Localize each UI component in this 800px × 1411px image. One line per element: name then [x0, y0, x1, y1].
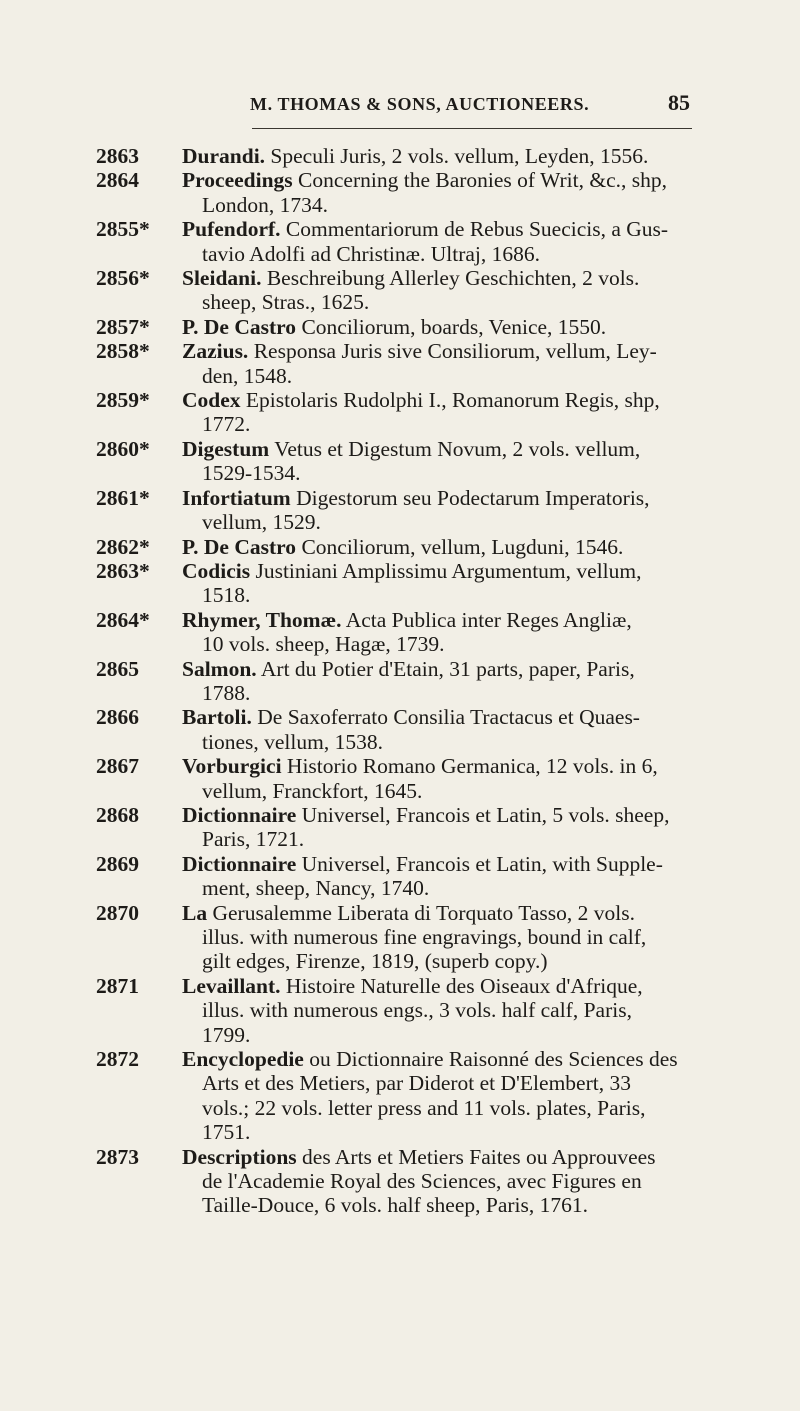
- description-continuation-line: [182, 1120, 686, 1144]
- description-first-line: [182, 315, 686, 339]
- lot-text: ment, sheep, Nancy, 1740.: [202, 876, 430, 901]
- lot-text: Vetus et Digestum Novum, 2 vols. vellum,: [274, 436, 641, 461]
- lot-text: vellum, 1529.: [202, 510, 321, 535]
- lot-text: Responsa Juris sive Consiliorum, vellum, Ley-: [253, 339, 657, 364]
- lot-author: Dictionnaire: [182, 851, 297, 876]
- description-continuation-line: [182, 827, 686, 851]
- lot-description: [182, 168, 686, 217]
- page-number: 85: [668, 90, 690, 115]
- lot-author: Descriptions: [182, 1144, 297, 1169]
- lot-text: Conciliorum, vellum, Lugduni, 1546.: [301, 534, 624, 559]
- lot-author: P. De Castro: [182, 534, 297, 559]
- lot-text: tavio Adolfi ad Christinæ. Ultraj, 1686.: [202, 241, 541, 266]
- description-continuation-line: [182, 364, 686, 388]
- lot-text: 1751.: [202, 1120, 251, 1145]
- lot-text: 1529-1534.: [202, 461, 301, 486]
- lot-author: Proceedings: [182, 168, 293, 193]
- lot-number: 2864*: [96, 607, 150, 632]
- description-first-line: [182, 852, 686, 876]
- lot-text: Commentariorum de Rebus Suecicis, a Gus-: [285, 217, 669, 242]
- lot-entry: [0, 1047, 800, 1145]
- lot-text: Epistolaris Rudolphi I., Romanorum Regis, shp,: [245, 388, 660, 413]
- lot-text: den, 1548.: [202, 363, 293, 388]
- lot-entry: [0, 168, 800, 217]
- description-first-line: [182, 144, 686, 168]
- lot-number: 2871: [96, 973, 139, 998]
- description-continuation-line: [182, 412, 686, 436]
- description-first-line: [182, 339, 686, 363]
- lot-text: Arts et des Metiers, par Diderot et D'Elembert, 33: [202, 1071, 631, 1096]
- description-continuation-line: [182, 193, 686, 217]
- lot-number: 2864: [96, 168, 139, 193]
- lot-author: Durandi.: [182, 144, 266, 168]
- description-continuation-line: [182, 876, 686, 900]
- lot-entry: [0, 266, 800, 315]
- lot-number: 2868: [96, 802, 139, 827]
- description-first-line: [182, 803, 686, 827]
- lot-description: [182, 803, 686, 852]
- lot-number: 2863: [96, 144, 139, 168]
- description-continuation-line: [182, 632, 686, 656]
- description-first-line: [182, 168, 686, 192]
- lot-number: 2859*: [96, 388, 150, 413]
- lot-list: [0, 144, 800, 1218]
- description-first-line: [182, 388, 686, 412]
- lot-author: Dictionnaire: [182, 802, 297, 827]
- lot-author: Pufendorf.: [182, 217, 281, 242]
- lot-text: 10 vols. sheep, Hagæ, 1739.: [202, 632, 445, 657]
- header-rule: [252, 128, 692, 129]
- lot-author: Codicis: [182, 558, 251, 583]
- lot-text: Universel, Francois et Latin, 5 vols. sheep,: [301, 802, 670, 827]
- lot-text: Speculi Juris, 2 vols. vellum, Leyden, 1556.: [270, 144, 649, 168]
- lot-entry: [0, 535, 800, 559]
- lot-description: [182, 705, 686, 754]
- lot-entry: [0, 705, 800, 754]
- lot-text: des Arts et Metiers Faites ou Approuvees: [302, 1144, 656, 1169]
- lot-text: Justiniani Amplissimu Argumentum, vellum,: [255, 558, 642, 583]
- lot-text: Gerusalemme Liberata di Torquato Tasso, 2 vols.: [212, 900, 635, 925]
- description-continuation-line: [182, 925, 686, 949]
- description-first-line: [182, 608, 686, 632]
- description-continuation-line: [182, 779, 686, 803]
- lot-entry: [0, 144, 800, 168]
- lot-description: [182, 437, 686, 486]
- lot-number: 2865: [96, 656, 139, 681]
- lot-description: [182, 1145, 686, 1218]
- lot-entry: [0, 754, 800, 803]
- description-continuation-line: [182, 461, 686, 485]
- lot-entry: [0, 974, 800, 1047]
- lot-author: Salmon.: [182, 656, 257, 681]
- lot-author: Encyclopedie: [182, 1047, 304, 1072]
- lot-entry: [0, 388, 800, 437]
- lot-number: 2858*: [96, 339, 150, 364]
- lot-description: [182, 339, 686, 388]
- page-header: [250, 90, 690, 120]
- lot-description: [182, 559, 686, 608]
- description-continuation-line: [182, 681, 686, 705]
- lot-text: Paris, 1721.: [202, 827, 305, 852]
- lot-number: 2856*: [96, 266, 150, 291]
- description-first-line: [182, 217, 686, 241]
- description-continuation-line: [182, 998, 686, 1022]
- lot-text: 1518.: [202, 583, 251, 608]
- lot-text: Acta Publica inter Reges Angliæ,: [345, 607, 632, 632]
- lot-entry: [0, 339, 800, 388]
- lot-text: illus. with numerous fine engravings, bound in calf,: [202, 925, 647, 949]
- lot-text: Beschreibung Allerley Geschichten, 2 vols.: [266, 266, 640, 291]
- lot-number: 2867: [96, 754, 139, 779]
- lot-number: 2862*: [96, 534, 150, 559]
- lot-entry: [0, 901, 800, 974]
- lot-text: 1788.: [202, 680, 251, 705]
- lot-author: P. De Castro: [182, 314, 297, 339]
- lot-text: De Saxoferrato Consilia Tractacus et Quaes-: [257, 705, 640, 730]
- lot-author: Levaillant.: [182, 973, 281, 998]
- lot-author: Vorburgici: [182, 754, 282, 779]
- lot-description: [182, 974, 686, 1047]
- lot-text: Conciliorum, boards, Venice, 1550.: [301, 314, 607, 339]
- lot-text: London, 1734.: [202, 192, 329, 217]
- description-first-line: [182, 559, 686, 583]
- description-first-line: [182, 486, 686, 510]
- lot-text: Art du Potier d'Etain, 31 parts, paper, Paris,: [260, 656, 635, 681]
- description-continuation-line: [182, 242, 686, 266]
- lot-author: Digestum: [182, 436, 270, 461]
- lot-text: de l'Academie Royal des Sciences, avec Figures en: [202, 1169, 642, 1194]
- lot-description: [182, 1047, 686, 1145]
- lot-description: [182, 608, 686, 657]
- lot-entry: [0, 486, 800, 535]
- lot-number: 2863*: [96, 558, 150, 583]
- lot-text: sheep, Stras., 1625.: [202, 290, 370, 315]
- description-continuation-line: [182, 1071, 686, 1095]
- lot-text: vellum, Franckfort, 1645.: [202, 778, 423, 803]
- description-first-line: [182, 901, 686, 925]
- description-continuation-line: [182, 1169, 686, 1193]
- lot-author: Rhymer, Thomæ.: [182, 607, 342, 632]
- description-first-line: [182, 974, 686, 998]
- lot-number: 2869: [96, 851, 139, 876]
- description-first-line: [182, 266, 686, 290]
- description-first-line: [182, 754, 686, 778]
- description-first-line: [182, 705, 686, 729]
- lot-author: Bartoli.: [182, 705, 252, 730]
- lot-description: [182, 901, 686, 974]
- description-continuation-line: [182, 1193, 686, 1217]
- description-first-line: [182, 437, 686, 461]
- lot-entry: [0, 1145, 800, 1218]
- lot-description: [182, 852, 686, 901]
- lot-description: [182, 217, 686, 266]
- description-first-line: [182, 1047, 686, 1071]
- lot-entry: [0, 217, 800, 266]
- lot-number: 2872: [96, 1047, 139, 1072]
- lot-text: Taille-Douce, 6 vols. half sheep, Paris, 1761.: [202, 1193, 589, 1218]
- lot-description: [182, 535, 686, 559]
- lot-text: gilt edges, Firenze, 1819, (superb copy.): [202, 949, 548, 974]
- lot-entry: [0, 559, 800, 608]
- lot-description: [182, 388, 686, 437]
- description-continuation-line: [182, 510, 686, 534]
- description-continuation-line: [182, 583, 686, 607]
- lot-number: 2873: [96, 1144, 139, 1169]
- lot-number: 2870: [96, 900, 139, 925]
- running-title: M. THOMAS & SONS, AUCTIONEERS.: [250, 94, 590, 114]
- lot-description: [182, 754, 686, 803]
- lot-author: Zazius.: [182, 339, 249, 364]
- lot-entry: [0, 657, 800, 706]
- lot-text: Digestorum seu Podectarum Imperatoris,: [296, 485, 650, 510]
- lot-entry: [0, 608, 800, 657]
- description-continuation-line: [182, 1023, 686, 1047]
- lot-text: ou Dictionnaire Raisonné des Sciences des: [309, 1047, 678, 1072]
- lot-text: 1772.: [202, 412, 251, 437]
- description-continuation-line: [182, 290, 686, 314]
- lot-author: Sleidani.: [182, 266, 262, 291]
- lot-description: [182, 315, 686, 339]
- lot-text: Histoire Naturelle des Oiseaux d'Afrique,: [285, 973, 643, 998]
- description-continuation-line: [182, 1096, 686, 1120]
- lot-entry: [0, 315, 800, 339]
- lot-author: La: [182, 900, 208, 925]
- lot-text: 1799.: [202, 1022, 251, 1047]
- lot-entry: [0, 852, 800, 901]
- lot-entry: [0, 803, 800, 852]
- description-first-line: [182, 535, 686, 559]
- description-first-line: [182, 657, 686, 681]
- lot-entry: [0, 437, 800, 486]
- lot-author: Infortiatum: [182, 485, 291, 510]
- lot-number: 2855*: [96, 217, 150, 242]
- lot-text: vols.; 22 vols. letter press and 11 vols. plates, Paris,: [202, 1095, 646, 1120]
- lot-number: 2866: [96, 705, 139, 730]
- lot-author: Codex: [182, 388, 241, 413]
- description-continuation-line: [182, 949, 686, 973]
- lot-text: Concerning the Baronies of Writ, &c., shp,: [298, 168, 667, 193]
- lot-description: [182, 486, 686, 535]
- lot-text: Historio Romano Germanica, 12 vols. in 6,: [286, 754, 658, 779]
- lot-description: [182, 657, 686, 706]
- lot-text: illus. with numerous engs., 3 vols. half calf, Paris,: [202, 998, 632, 1023]
- lot-description: [182, 144, 686, 168]
- lot-number: 2857*: [96, 314, 150, 339]
- lot-number: 2860*: [96, 436, 150, 461]
- description-first-line: [182, 1145, 686, 1169]
- description-continuation-line: [182, 730, 686, 754]
- lot-text: tiones, vellum, 1538.: [202, 729, 383, 754]
- lot-description: [182, 266, 686, 315]
- lot-number: 2861*: [96, 485, 150, 510]
- lot-text: Universel, Francois et Latin, with Supple-: [301, 851, 663, 876]
